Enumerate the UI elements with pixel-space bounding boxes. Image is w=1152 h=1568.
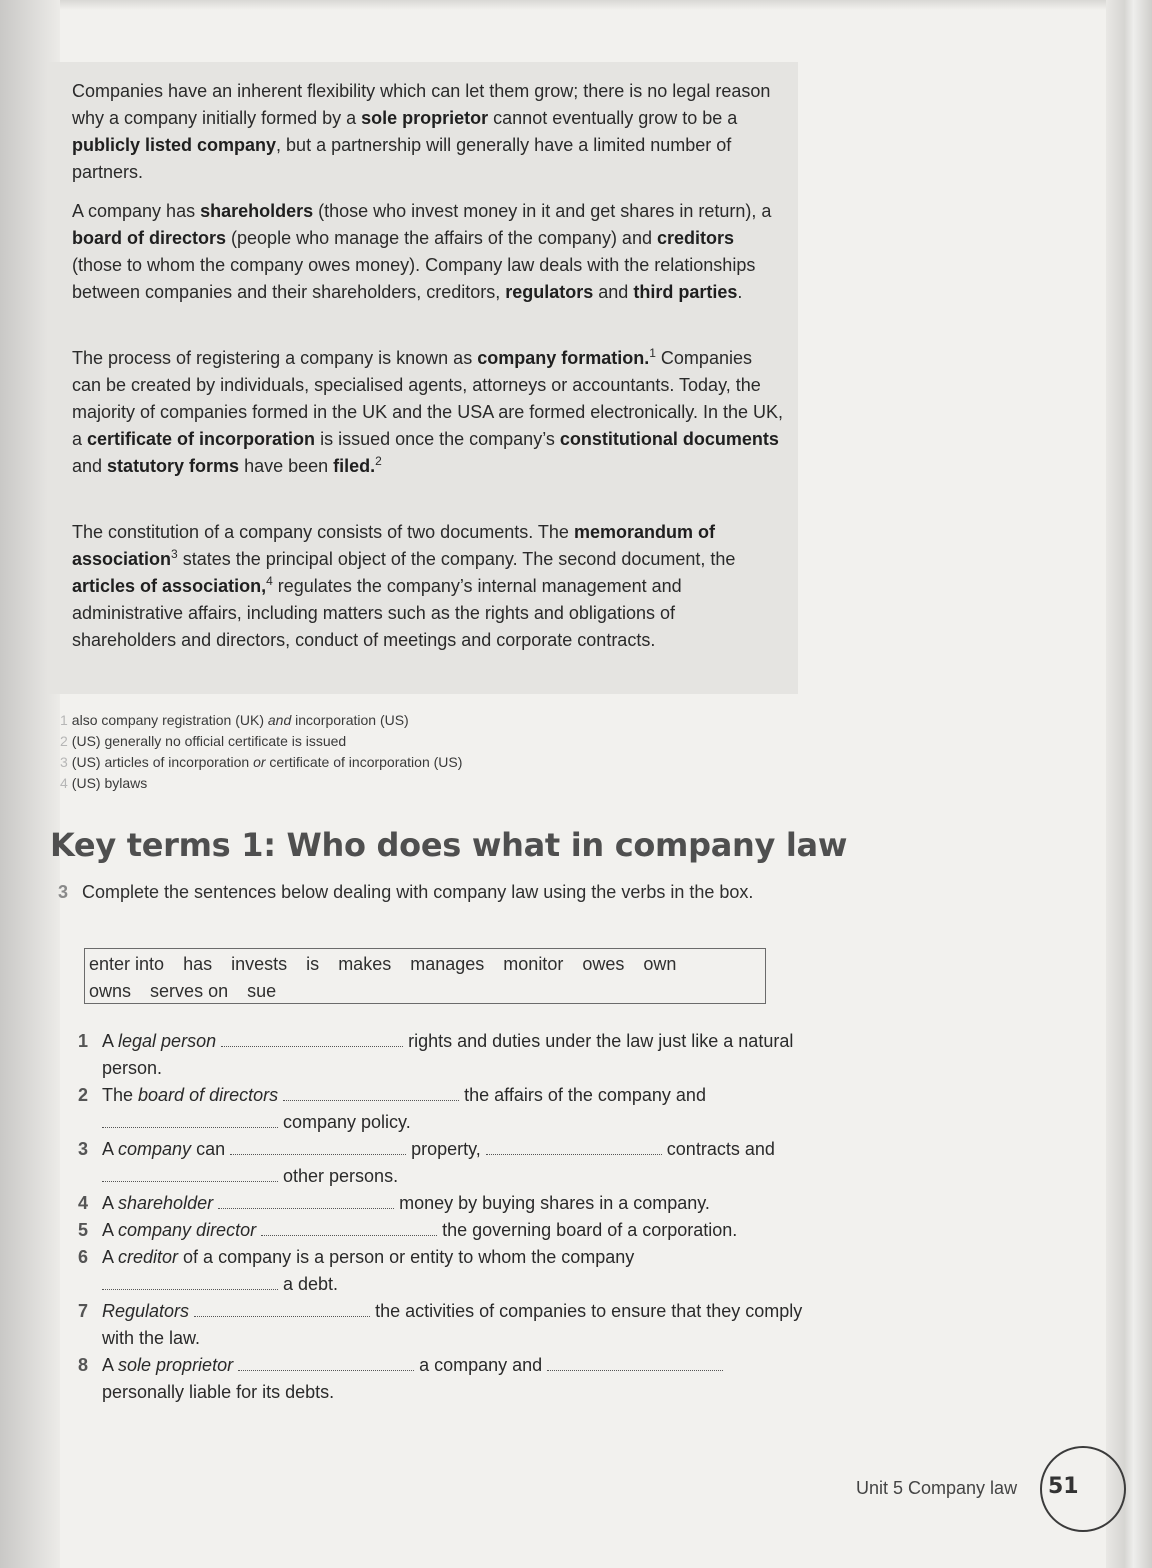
word-option: enter into <box>89 954 165 974</box>
term-regulators: regulators <box>505 282 594 302</box>
term-shareholders: shareholders <box>200 201 314 221</box>
answer-blank[interactable] <box>238 1352 414 1371</box>
footnotes <box>60 710 760 794</box>
sentence-6: 6 A creditor of a company is a person or entity to whom the company a debt. <box>78 1247 635 1294</box>
word-option: invests <box>231 954 288 974</box>
term-constitutional-documents: constitutional documents <box>559 429 779 449</box>
term-creditors: creditors <box>656 228 734 248</box>
answer-blank[interactable] <box>218 1190 394 1209</box>
term-company-formation: company formation. <box>477 348 650 368</box>
page-edge <box>1106 0 1152 1568</box>
reading-paragraph-1: Companies have an inherent flexibility which can let them grow; there is no legal reason why a company initially formed by a sole proprietor cannot eventually grow to be a publicly listed company, but a partnership will generally have a limited number of partners. <box>72 81 771 182</box>
word-option: has <box>183 954 213 974</box>
reading-paragraph-2: A company has shareholders (those who invest money in it and get shares in return), a board of directors (people who manage the affairs of the company) and creditors (those to whom the company owes money). Company law deals with the relationships between companies and their shareholders, creditors, regulators and third parties. <box>72 201 772 302</box>
word-option: serves on <box>150 981 229 1001</box>
page-top-shadow <box>0 0 1152 10</box>
term-filed: filed. <box>333 456 376 476</box>
answer-blank[interactable] <box>547 1352 723 1371</box>
sentence-1: 1 A legal person rights and duties under the law just like a natural person. <box>78 1028 808 1082</box>
sentence-5: 5 A company director the governing board of a corporation. <box>78 1217 808 1244</box>
term-publicly-listed-company: publicly listed company <box>72 135 277 155</box>
word-option: owes <box>582 954 625 974</box>
answer-blank[interactable] <box>102 1163 278 1182</box>
word-option: sue <box>247 981 277 1001</box>
section-title: Key terms 1: Who does what in company law <box>50 826 848 864</box>
word-option: manages <box>410 954 485 974</box>
word-option: own <box>643 954 677 974</box>
sentence-3: 3 A company can property, contracts and other persons. <box>78 1136 808 1190</box>
word-option: is <box>306 954 320 974</box>
sentence-8: 8 A sole proprietor a company and personally liable for its debts. <box>78 1352 808 1406</box>
term-memorandum-of-association: memorandum of association <box>72 522 715 569</box>
term-statutory-forms: statutory forms <box>107 456 240 476</box>
reading-paragraph-3: The process of registering a company is known as company formation.$^1$ Companies can be created by individuals, specialised agents, attorneys or accountants. Today, the majority of companies formed in the UK and the USA are formed electronically. In the UK, a certificate of incorporation is issued once the company’s constitutional documents and statutory forms have been filed.$^2$ <box>72 346 783 476</box>
footnote-1: 1 also company registration (UK) and incorporation (US) <box>60 712 409 728</box>
footnote-ref-4: 4 <box>266 574 273 588</box>
unit-label: Unit 5 Company law <box>856 1478 1018 1498</box>
term-board-of-directors: board of directors <box>72 228 227 248</box>
answer-blank[interactable] <box>230 1136 406 1155</box>
exercise-instruction: 3 Complete the sentences below dealing with company law using the verbs in the box. <box>58 878 778 906</box>
footnote-ref-3: 3 <box>171 547 178 561</box>
term-articles-of-association: articles of association, <box>72 576 267 596</box>
answer-blank[interactable] <box>486 1136 662 1155</box>
reading-paragraph-4: The constitution of a company consists of two documents. The memorandum of association$^3$ states the principal object of the company. The second document, the articles of association,$^4$ regulates the company’s internal management and administrative affairs, including matters such as the rights and obligations of shareholders and directors, conduct of meetings and corporate contracts. <box>72 522 736 650</box>
footnote-ref-2: 2 <box>375 454 382 468</box>
footnote-4: 4 (US) bylaws <box>60 775 148 791</box>
footnote-3: 3 (US) articles of incorporation or certificate of incorporation (US) <box>60 754 463 770</box>
answer-blank[interactable] <box>194 1298 370 1317</box>
word-option: makes <box>338 954 392 974</box>
sentence-7: 7 Regulators the activities of companies to ensure that they comply with the law. <box>78 1298 808 1352</box>
term-certificate-of-incorporation: certificate of incorporation <box>87 429 316 449</box>
sentence-2: 2 The board of directors the affairs of the company and company policy. <box>78 1082 808 1136</box>
answer-blank[interactable] <box>102 1109 278 1128</box>
page-number: 51 <box>1048 1474 1079 1499</box>
term-sole-proprietor: sole proprietor <box>361 108 489 128</box>
sentence-4: 4 A shareholder money by buying shares in a company. <box>78 1190 808 1217</box>
word-option: monitor <box>503 954 564 974</box>
word-box <box>84 948 766 1004</box>
answer-blank[interactable] <box>221 1028 403 1047</box>
footnote-ref-1: 1 <box>649 346 656 360</box>
footnote-2: 2 (US) generally no official certificate is issued <box>60 733 347 749</box>
exercise-sentences <box>78 1028 808 1406</box>
answer-blank[interactable] <box>102 1271 278 1290</box>
exercise-number: 3 <box>58 882 69 902</box>
term-third-parties: third parties <box>633 282 738 302</box>
answer-blank[interactable] <box>261 1217 437 1236</box>
word-option: owns <box>89 981 132 1001</box>
answer-blank[interactable] <box>283 1082 459 1101</box>
